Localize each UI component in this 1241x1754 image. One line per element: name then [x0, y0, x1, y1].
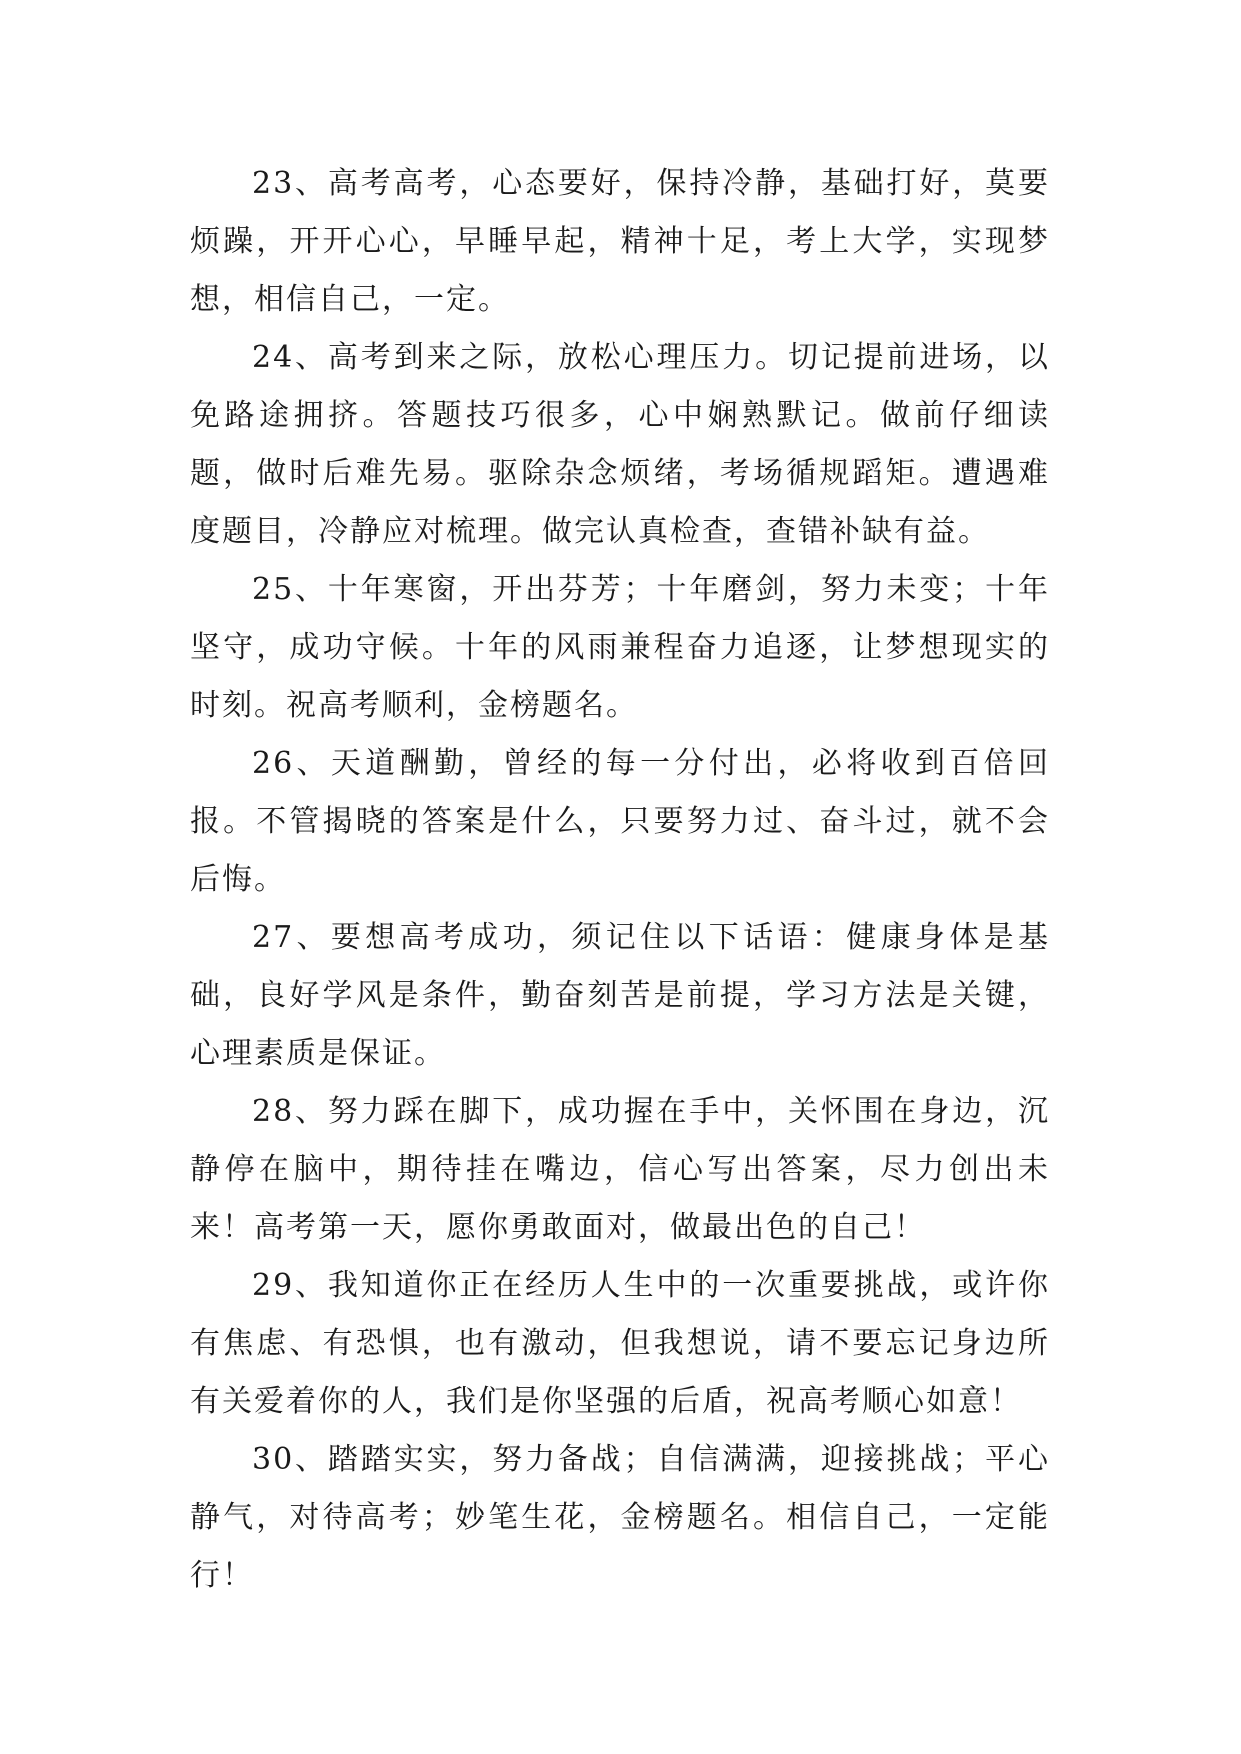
paragraph-30: 30、踏踏实实，努力备战；自信满满，迎接挑战；平心静气，对待高考；妙笔生花，金榜题名。相信自己，一定能行！ — [190, 1442, 1050, 1593]
paragraph-28: 28、努力踩在脚下，成功握在手中，关怀围在身边，沉静停在脑中，期待挂在嘴边，信心写出答案，尽力创出未来！高考第一天，愿你勇敢面对，做最出色的自己！ — [190, 1094, 1050, 1245]
paragraph-29: 29、我知道你正在经历人生中的一次重要挑战，或许你有焦虑、有恐惧，也有激动，但我想说，请不要忘记身边所有关爱着你的人，我们是你坚强的后盾，祝高考顺心如意！ — [190, 1268, 1050, 1419]
paragraph-25: 25、十年寒窗，开出芬芳；十年磨剑，努力未变；十年坚守，成功守候。十年的风雨兼程奋力追逐，让梦想现实的时刻。祝高考顺利，金榜题名。 — [190, 572, 1050, 723]
paragraph-24: 24、高考到来之际，放松心理压力。切记提前进场，以免路途拥挤。答题技巧很多，心中娴熟默记。做前仔细读题，做时后难先易。驱除杂念烦绪，考场循规蹈矩。遭遇难度题目，冷静应对梳理。做完认真检查，查错补缺有益。 — [190, 340, 1050, 549]
paragraph-26: 26、天道酬勤，曾经的每一分付出，必将收到百倍回报。不管揭晓的答案是什么，只要努力过、奋斗过，就不会后悔。 — [190, 746, 1050, 897]
paragraph-27: 27、要想高考成功，须记住以下话语：健康身体是基础，良好学风是条件，勤奋刻苦是前提，学习方法是关键，心理素质是保证。 — [190, 920, 1050, 1071]
paragraph-23: 23、高考高考，心态要好，保持冷静，基础打好，莫要烦躁，开开心心，早睡早起，精神十足，考上大学，实现梦想，相信自己，一定。 — [190, 166, 1050, 317]
document-body — [190, 155, 1050, 1605]
